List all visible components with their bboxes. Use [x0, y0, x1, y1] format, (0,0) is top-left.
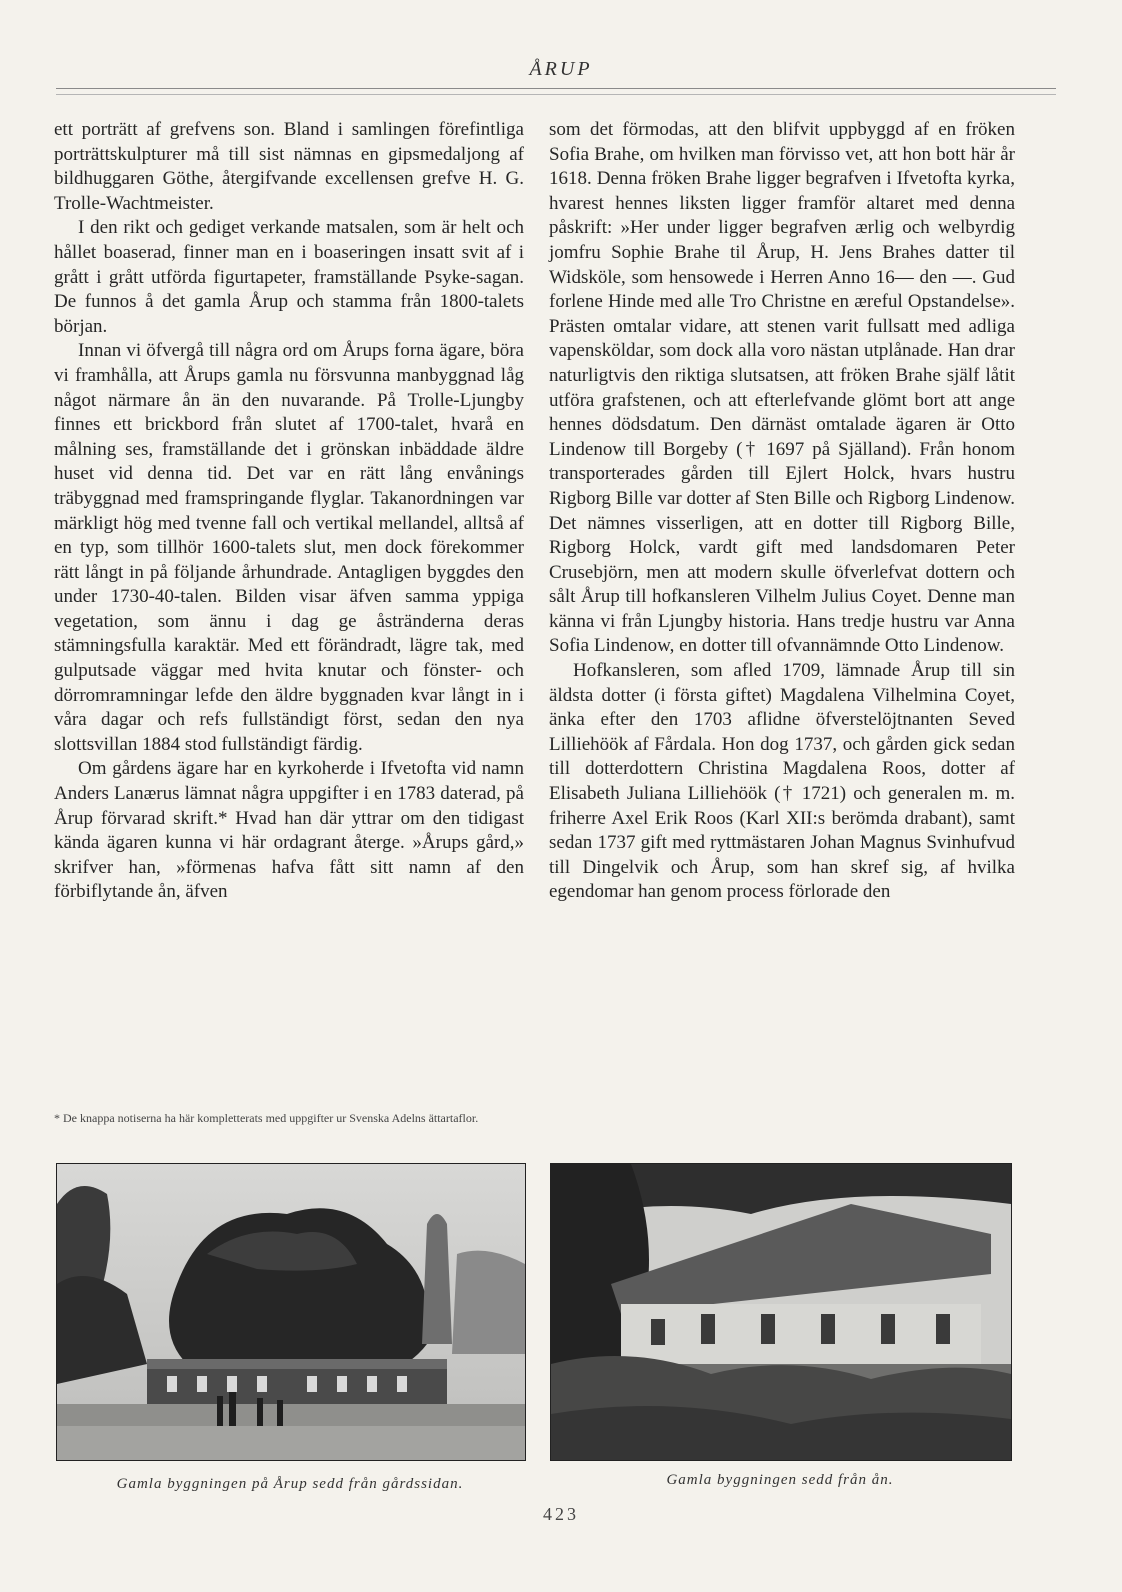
footnote: * De knappa notiserna ha här kompletterats med uppgifter ur Svenska Adelns ättartaflor. — [54, 1111, 479, 1125]
photo-caption: Gamla byggningen sedd från ån. — [666, 1472, 894, 1488]
paragraph: Om gårdens ägare har en kyrkoherde i Ifvetofta vid namn Anders Lanærus lämnat några uppgifter i en 1783 daterad, på Årup förvarad skrift.* Hvad han där yttrar om den tidigast kända ägaren kunna vi här ordagrant återge. »Årups gård,» skrifver han, »förmenas hafva fått sitt namn af den förbiflytande ån, äfven — [54, 758, 524, 903]
paragraph: I den rikt och gediget verkande matsalen, som är helt och hållet boaserad, finner man en i boaseringen insatt svit af i grått i grått utförda figurtapeter, framställande Psyke-sagan. De funnos å det gamla Årup och stamma från 1800-talets början. — [54, 217, 524, 337]
paragraph: Innan vi öfvergå till några ord om Årups forna ägare, böra vi framhålla, att Årups gamla nu försvunna manbyggnad låg något närmare ån än den nuvarande. På Trolle-Ljungby finnes ett brickbord från slutet af 1700-talet, hvarå en målning ses, framställande det i grönskan inbäddade äldre huset vid denna tid. Det var en rätt lång envånings träbyggnad med framspringande flyglar. Takanordningen var märkligt hög med tvenne fall och vertikal mellandel, alltså af en typ, som tillhör 1600-talets slut, men dock förekommer rätt långt in på följande århundrade. Antagligen byggdes den under 1730-40-talen. Bilden visar äfven samma yppiga vegetation, som ännu i dag ge åstränderna deras stämningsfulla karaktär. Med ett förändradt, lägre tak, med gulputsade väggar med hvita knutar och fönster- och dörromramningar lefde den äldre byggnaden kvar långt in i våra dagar och refs fullständigt först, sedan den nya slottsvillan 1884 stod fullständigt färdig. — [54, 340, 524, 755]
paragraph: Hofkansleren, som afled 1709, lämnade Årup till sin äldsta dotter (i första giftet) Magdalena Vilhelmina Coyet, änka efter den 1703 aflidne öfverstelöjtnanten Seved Lilliehöök af Fårdala. Hon dog 1737, och gården gick sedan till dotterdottern Christina Magdalena Roos, dotter af Elisabeth Juliana Lilliehöök († 1721) och generalen m. m. friherre Axel Erik Roos (Karl XII:s berömda drabant), samt sedan 1737 gift med ryttmästaren Johan Magnus Svinhufvud till Dingelvik och Årup, som han skref sig, af hvilka egendomar han genom process förlorade den — [549, 660, 1015, 903]
photo-old-building-river — [550, 1163, 1012, 1461]
header-rule-thin — [56, 94, 1056, 95]
photo-caption: Gamla byggningen på Årup sedd från gårdssidan. — [116, 1476, 464, 1492]
page-number: 423 — [543, 1504, 579, 1524]
left-text-column — [54, 118, 524, 905]
paragraph: ett porträtt af grefvens son. Bland i samlingen förefintliga porträttskulpturer må till sist nämnas en gipsmedaljong af bildhuggaren Göthe, återgifvande excellensen grefve H. G. Trolle-Wachtmeister. — [54, 119, 524, 214]
right-text-column — [549, 118, 1015, 905]
running-header: ÅRUP — [529, 58, 593, 80]
paragraph: som det förmodas, att den blifvit uppbyggd af en fröken Sofia Brahe, om hvilken man förvisso vet, att hon bott här år 1618. Denna fröken Brahe ligger begrafven i Ifvetofta kyrka, hvarest hennes liksten ligger framför altaret med denna påskrift: »Her under ligger begrafven ærlig och welbyrdig jomfru Sophie Brahe til Årup, H. Jens Brahes datter til Widsköle, som hensowede i Herren Anno 16— den —. Gud forlene Hinde med alle Tro Christne en æreful Opstandelse». Prästen omtalar vidare, att stenen varit fullsatt med adliga vapensköldar, som dock alla voro nästan utplånade. Han drar naturligtvis den riktiga slutsatsen, att fröken Brahe själf låtit utföra grafstenen, och att efterlefvande glömt bort att ange hennes dödsdatum. Den därnäst omtalade ägaren är Otto Lindenow till Borgeby († 1697 på Själland). Från honom transporterades gården till Ejlert Holck, hvars hustru Rigborg Bille var dotter af Sten Bille och Rigborg Lindenow. Det nämnes visserligen, att en dotter till Rigborg Bille, Rigborg Holck, vardt gift med landsdomaren Peter Crusebjörn, men att modern skulle öfverlefvat dottern och sålt Årup till hofkansleren Vilhelm Julius Coyet. Denne man känna vi från Ljungby historia. Hans tredje hustru var Anna Sofia Lindenow, en dotter till ofvannämnde Otto Lindenow. — [549, 119, 1015, 657]
header-rule — [56, 88, 1056, 89]
photo-old-building-courtyard — [56, 1163, 526, 1461]
